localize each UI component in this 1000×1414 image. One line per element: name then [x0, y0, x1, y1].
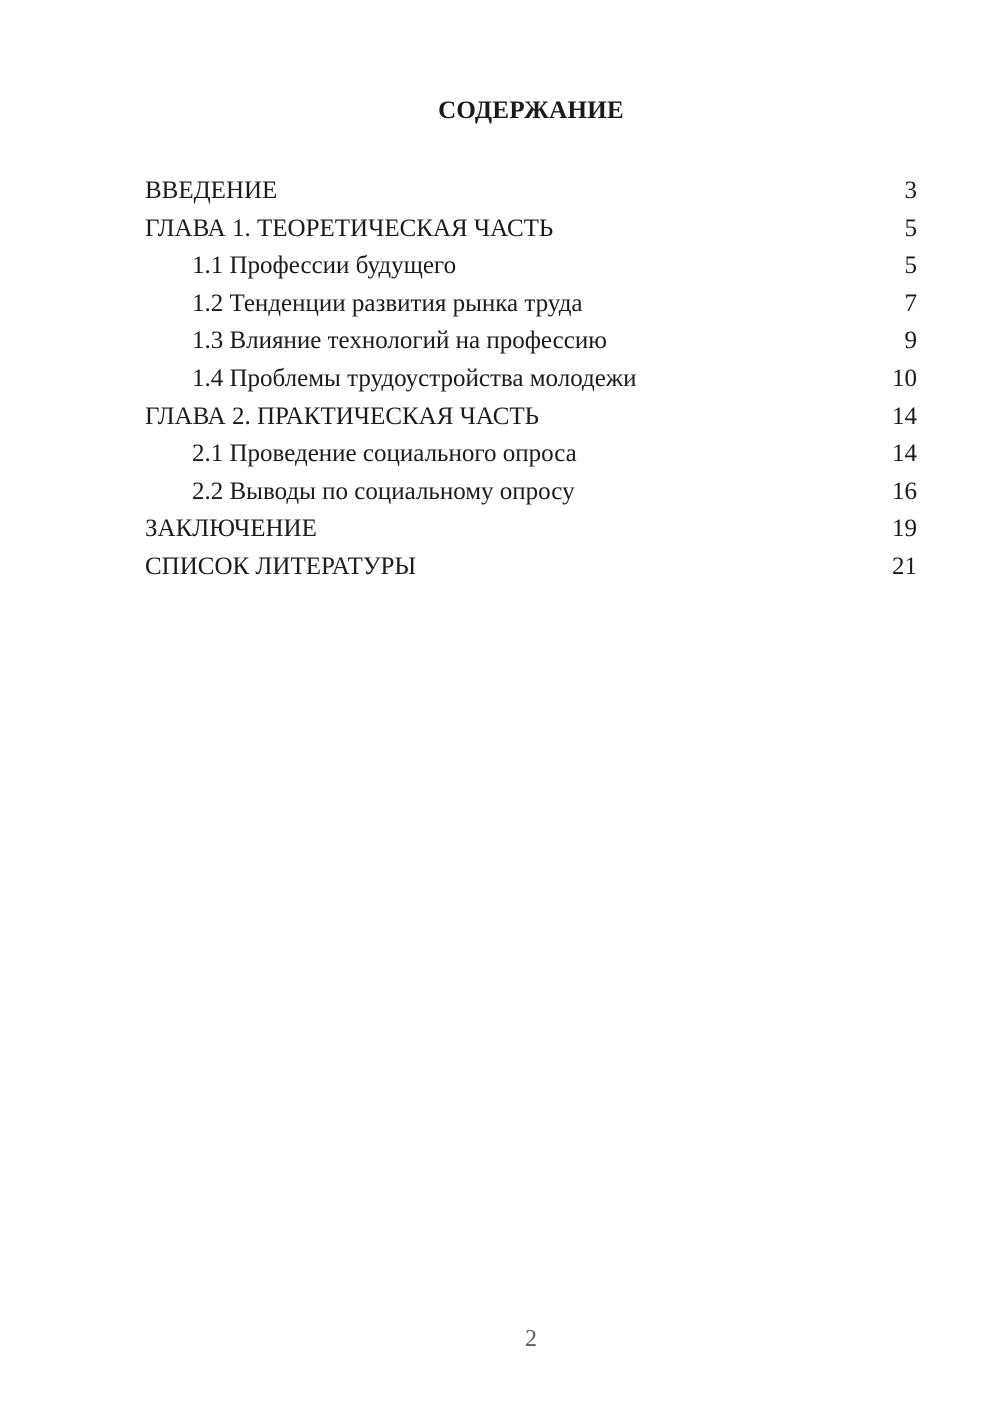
toc-entry — [145, 510, 917, 548]
toc-list — [145, 172, 917, 586]
toc-entry-label: 2.1 Проведение социального опроса — [192, 440, 577, 468]
toc-entry-page: 3 — [904, 177, 917, 204]
toc-entry-label: ЗАКЛЮЧЕНИЕ — [145, 515, 317, 543]
toc-entry-page: 16 — [892, 477, 917, 505]
page-number: 2 — [525, 1326, 537, 1352]
toc-entry-page: 21 — [892, 552, 917, 580]
toc-entry-label: 2.2 Выводы по социальному опросу — [192, 477, 575, 505]
toc-entry-label: ГЛАВА 1. ТЕОРЕТИЧЕСКАЯ ЧАСТЬ — [145, 214, 554, 242]
toc-entry-label: СПИСОК ЛИТЕРАТУРЫ — [145, 552, 417, 580]
toc-entry-label: ВВЕДЕНИЕ — [145, 177, 278, 204]
toc-entry-page: 9 — [904, 327, 917, 355]
toc-entry — [145, 435, 917, 473]
toc-entry — [145, 210, 917, 248]
toc-entry-page: 14 — [892, 440, 917, 468]
toc-entry-label: ГЛАВА 2. ПРАКТИЧЕСКАЯ ЧАСТЬ — [145, 402, 540, 430]
toc-entry-label: 1.3 Влияние технологий на профессию — [192, 327, 607, 355]
toc-entry-page: 14 — [892, 402, 917, 430]
toc-entry-page: 7 — [904, 289, 917, 317]
toc-entry — [145, 285, 917, 323]
page-title: СОДЕРЖАНИЕ — [438, 97, 624, 124]
toc-entry — [145, 473, 917, 511]
toc-entry — [145, 322, 917, 360]
toc-entry — [145, 360, 917, 398]
toc-entry — [145, 247, 917, 285]
toc-entry-label: 1.4 Проблемы трудоустройства молодежи — [192, 364, 637, 392]
toc-entry-label: 1.1 Профессии будущего — [192, 252, 457, 280]
toc-entry-page: 5 — [904, 214, 917, 242]
toc-entry-page: 10 — [892, 364, 917, 392]
toc-entry-page: 5 — [904, 252, 917, 280]
toc-entry-page: 19 — [892, 515, 917, 543]
toc-entry — [145, 398, 917, 436]
toc-entry — [145, 548, 917, 586]
toc-entry-label: 1.2 Тенденции развития рынка труда — [192, 289, 583, 317]
toc-entry — [145, 172, 917, 210]
